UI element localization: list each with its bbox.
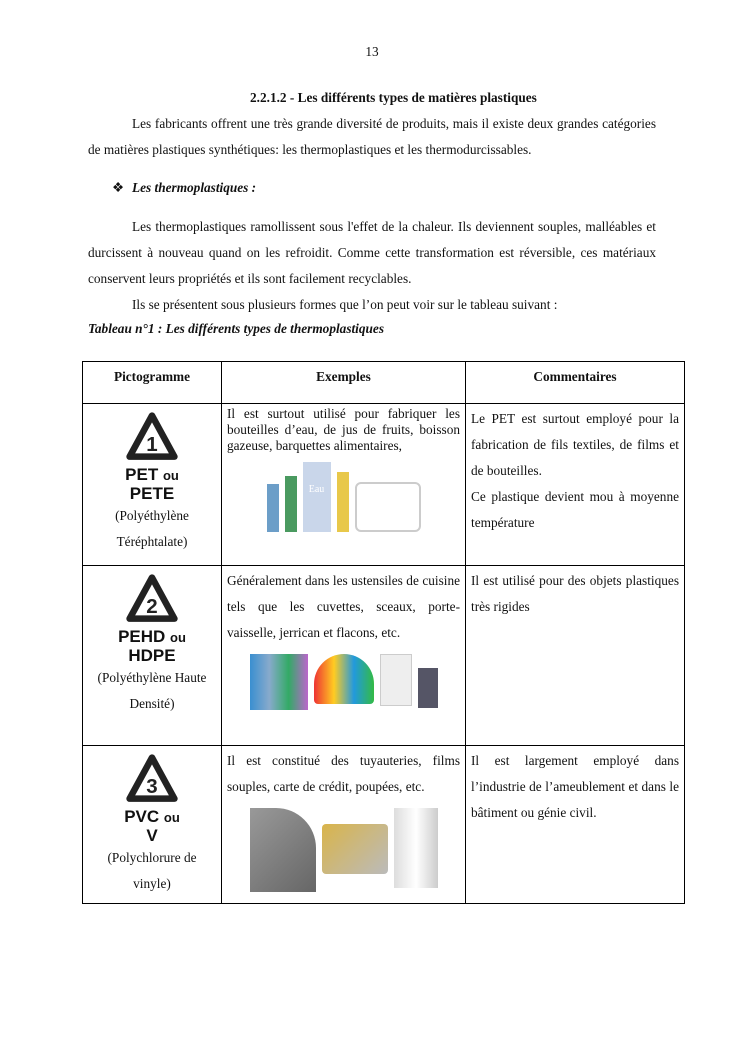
comment-cell: Il est utilisé pour des objets plastiques très rigides bbox=[466, 566, 685, 746]
resin-code: PET ou PETE bbox=[125, 465, 179, 503]
table-row bbox=[83, 746, 685, 904]
table-row bbox=[83, 404, 685, 566]
page-number: 13 bbox=[365, 44, 379, 59]
table-row bbox=[83, 566, 685, 746]
pictogram-cell bbox=[83, 566, 222, 746]
bottles-image: Eau bbox=[227, 462, 460, 532]
comment-cell bbox=[466, 404, 685, 566]
comment-cell: Il est largement employé dans l’industrie de l’ameublement et dans le bâtiment ou génie civil. bbox=[466, 746, 685, 904]
section-heading: 2.2.1.2 - Les différents types de matières plastiques bbox=[250, 90, 537, 105]
paragraph-2: Ils se présentent sous plusieurs formes que l’on peut voir sur le tableau suivant : bbox=[132, 297, 558, 312]
polymer-name: (Polychlorure de vinyle) bbox=[107, 850, 197, 891]
pictogram-cell bbox=[83, 404, 222, 566]
comment-text-2: Ce plastique devient mou à moyenne température bbox=[471, 489, 679, 530]
polymer-name: (Polyéthylène Téréphtalate) bbox=[115, 508, 189, 549]
bullet-heading: Les thermoplastiques : bbox=[132, 180, 257, 195]
paragraph-1: Les thermoplastiques ramollissent sous l'effet de la chaleur. Ils deviennent souples, malléables et durcissent à nouveau quand on les refroidit. Comme cette transformation est réversible, ces matériaux conservent leurs propriétés et ils sont facilement recyclables. bbox=[88, 219, 656, 286]
pvc-items-image bbox=[227, 808, 460, 892]
polymer-name: (Polyéthylène Haute Densité) bbox=[97, 670, 207, 711]
recycling-symbol-icon bbox=[124, 410, 180, 466]
table-caption: Tableau n°1 : Les différents types de thermoplastiques bbox=[88, 321, 384, 336]
pictogram-cell bbox=[83, 746, 222, 904]
examples-cell bbox=[222, 404, 466, 566]
examples-text: Il est constitué des tuyauteries, films souples, carte de crédit, poupées, etc. bbox=[227, 753, 460, 794]
recycling-symbol-icon bbox=[124, 572, 180, 628]
header-commentaires: Commentaires bbox=[466, 362, 685, 404]
svg-text:1: 1 bbox=[146, 433, 158, 457]
header-pictogramme: Pictogramme bbox=[83, 362, 222, 404]
header-exemples: Exemples bbox=[222, 362, 466, 404]
examples-text: Il est surtout utilisé pour fabriquer les bouteilles d’eau, de jus de fruits, boisson gazeuse, barquettes alimentaires, bbox=[227, 406, 460, 453]
intro-paragraph: Les fabricants offrent une très grande diversité de produits, mais il existe deux grandes catégories de matières plastiques synthétiques: les thermoplastiques et les thermodurcissables. bbox=[88, 116, 656, 157]
resin-code: PEHD ou HDPE bbox=[118, 627, 186, 665]
resin-code: PVC ou V bbox=[124, 807, 180, 845]
recycling-symbol-icon bbox=[124, 752, 180, 808]
comment-text: Le PET est surtout employé pour la fabrication de fils textiles, de films et de bouteilles. bbox=[471, 411, 679, 478]
examples-cell bbox=[222, 566, 466, 746]
svg-text:2: 2 bbox=[146, 595, 158, 619]
svg-text:3: 3 bbox=[146, 775, 158, 799]
examples-cell bbox=[222, 746, 466, 904]
household-items-image bbox=[227, 654, 460, 710]
diamond-bullet-icon: ❖ bbox=[112, 180, 124, 195]
examples-text: Généralement dans les ustensiles de cuisine tels que les cuvettes, sceaux, porte-vaisselle, jerrican et flacons, etc. bbox=[227, 573, 460, 640]
thermoplastics-table bbox=[82, 361, 685, 904]
table-header-row bbox=[83, 362, 685, 404]
